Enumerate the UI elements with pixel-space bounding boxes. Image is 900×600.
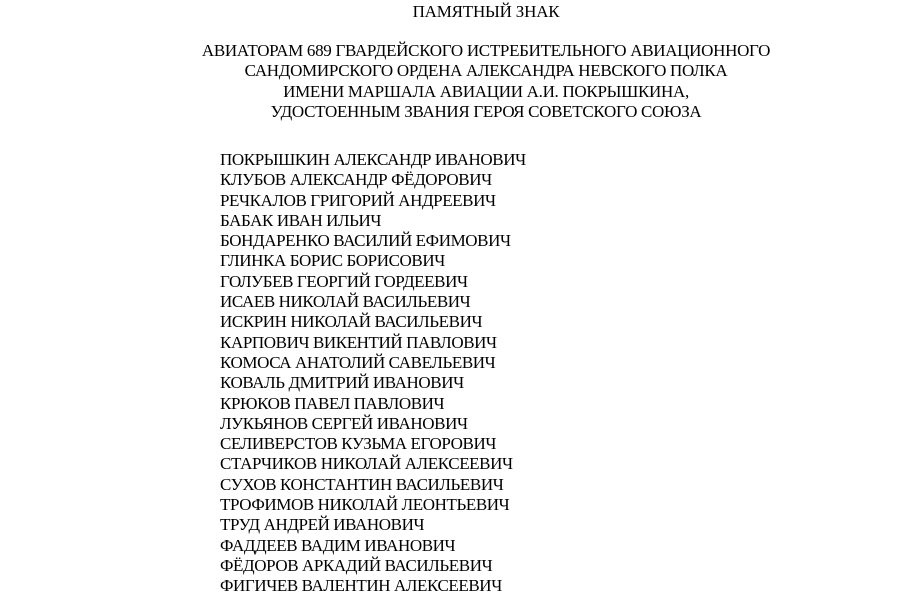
hero-name: СЕЛИВЕРСТОВ КУЗЬМА ЕГОРОВИЧ [220, 434, 496, 454]
hero-name: КОМОСА АНАТОЛИЙ САВЕЛЬЕВИЧ [220, 352, 496, 372]
hero-name: КОВАЛЬ ДМИТРИЙ ИВАНОВИЧ [220, 373, 464, 393]
hero-name: СТАРЧИКОВ НИКОЛАЙ АЛЕКСЕЕВИЧ [220, 454, 513, 474]
hero-name: ЛУКЬЯНОВ СЕРГЕЙ ИВАНОВИЧ [220, 413, 468, 433]
hero-name: БАБАК ИВАН ИЛЬИЧ [220, 210, 382, 230]
hero-name: ТРОФИМОВ НИКОЛАЙ ЛЕОНТЬЕВИЧ [220, 495, 510, 515]
hero-name: БОНДАРЕНКО ВАСИЛИЙ ЕФИМОВИЧ [220, 231, 511, 251]
dedication-line: АВИАТОРАМ 689 ГВАРДЕЙСКОГО ИСТРЕБИТЕЛЬНОГО АВИАЦИОННОГО [201, 41, 771, 60]
hero-name: ФИГИЧЕВ ВАЛЕНТИН АЛЕКСЕЕВИЧ [220, 576, 502, 596]
dedication-line: ИМЕНИ МАРШАЛА АВИАЦИИ А.И. ПОКРЫШКИНА, [283, 81, 689, 101]
document-title: ПАМЯТНЫЙ ЗНАК [412, 2, 560, 21]
hero-name: ТРУД АНДРЕЙ ИВАНОВИЧ [220, 515, 425, 535]
dedication-text [0, 41, 900, 122]
hero-name: КАРПОВИЧ ВИКЕНТИЙ ПАВЛОВИЧ [220, 332, 497, 352]
hero-name: ФАДДЕЕВ ВАДИМ ИВАНОВИЧ [220, 535, 456, 555]
hero-names-list [220, 150, 526, 597]
hero-name: СУХОВ КОНСТАНТИН ВАСИЛЬЕВИЧ [220, 474, 504, 494]
hero-name: КЛУБОВ АЛЕКСАНДР ФЁДОРОВИЧ [220, 170, 492, 190]
hero-name: ИСКРИН НИКОЛАЙ ВАСИЛЬЕВИЧ [220, 312, 483, 332]
dedication-line: УДОСТОЕННЫМ ЗВАНИЯ ГЕРОЯ СОВЕТСКОГО СОЮЗА [270, 101, 702, 121]
hero-name: ПОКРЫШКИН АЛЕКСАНДР ИВАНОВИЧ [220, 150, 526, 169]
hero-name: ИСАЕВ НИКОЛАЙ ВАСИЛЬЕВИЧ [220, 292, 471, 312]
hero-name: РЕЧКАЛОВ ГРИГОРИЙ АНДРЕЕВИЧ [220, 190, 496, 210]
dedication-line: САНДОМИРСКОГО ОРДЕНА АЛЕКСАНДРА НЕВСКОГО ПОЛКА [244, 61, 728, 81]
hero-name: КРЮКОВ ПАВЕЛ ПАВЛОВИЧ [220, 393, 445, 413]
hero-name: ФЁДОРОВ АРКАДИЙ ВАСИЛЬЕВИЧ [220, 555, 493, 575]
hero-name: ГОЛУБЕВ ГЕОРГИЙ ГОРДЕЕВИЧ [220, 271, 468, 291]
hero-name: ГЛИНКА БОРИС БОРИСОВИЧ [220, 251, 445, 271]
